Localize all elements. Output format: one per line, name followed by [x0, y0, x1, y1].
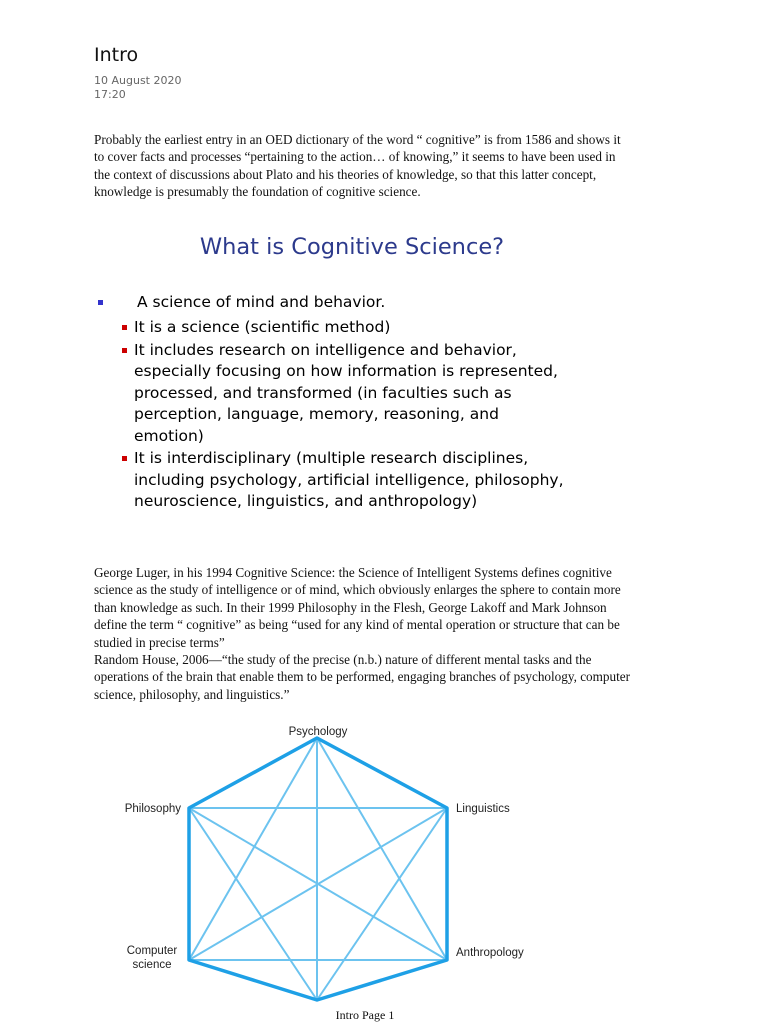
- bullet-square-icon: [122, 348, 127, 353]
- bullet-square-icon: [122, 456, 127, 461]
- main-bullet: [98, 292, 568, 312]
- definitions-paragraph: [94, 564, 634, 703]
- slide-bullet-list: [98, 292, 568, 514]
- node-label-philosophy: Philosophy: [124, 803, 181, 815]
- page-footer: Intro Page 1: [335, 1008, 395, 1022]
- hexagon-inner-lines: [189, 738, 447, 1000]
- page-time: 17:20: [94, 88, 126, 101]
- bullet-square-icon: [98, 300, 103, 305]
- sub-bullet-text: It is interdisciplinary (multiple research disciplines, including psychology, artificial intelligence, philosophy, neuroscience, linguistics, and anthropology): [134, 449, 564, 510]
- cognitive-hexagon-diagram: [0, 700, 768, 1004]
- intro-paragraph: Probably the earliest entry in an OED dictionary of the word “ cognitive” is from 1586 and shows it to cover facts and processes “pertaining to the action… of knowing,” it seems to have been used in the context of discussions about Plato and his theories of knowledge, so that this latter concept, knowledge is presumably the foundation of cognitive science.: [94, 132, 621, 200]
- node-label-computer-science: science: [132, 959, 172, 971]
- random-house-definition: Random House, 2006—“the study of the precise (n.b.) nature of different mental tasks and the operations of the brain that enable them to be performed, engaging branches of psychology, computer science, philosophy, and linguistics.”: [94, 652, 630, 702]
- page-title: Intro: [94, 44, 139, 66]
- luger-definition: George Luger, in his 1994 Cognitive Science: the Science of Intelligent Systems defines cognitive science as the study of intelligence or of mind, which obviously enlarges the sphere to contain more than knowledge as such. In their 1999 Philosophy in the Flesh, George Lakoff and Mark Johnson define the term “ cognitive” as being “used for any kind of mental operation or structure that can be studied in precise terms”: [94, 565, 621, 650]
- sub-bullet: [98, 448, 568, 513]
- node-label-anthropology: Anthropology: [456, 947, 524, 959]
- node-label-computer-science: Computer: [126, 945, 178, 957]
- sub-bullet: [98, 340, 568, 448]
- sub-bullet: [98, 317, 568, 339]
- slide-heading: What is Cognitive Science?: [199, 234, 505, 260]
- node-label-linguistics: Linguistics: [456, 803, 510, 815]
- page-date: 10 August 2020: [94, 74, 182, 87]
- node-label-psychology: Psychology: [288, 726, 348, 738]
- main-bullet-text: A science of mind and behavior.: [137, 293, 386, 311]
- bullet-square-icon: [122, 325, 127, 330]
- diagonal-line: [189, 808, 317, 1000]
- sub-bullet-text: It is a science (scientific method): [134, 318, 391, 336]
- diagonal-line: [317, 808, 447, 1000]
- sub-bullet-text: It includes research on intelligence and behavior, especially focusing on how information is represented, processed, and transformed (in faculties such as perception, language, memory, reasoning, and emotion): [134, 340, 558, 445]
